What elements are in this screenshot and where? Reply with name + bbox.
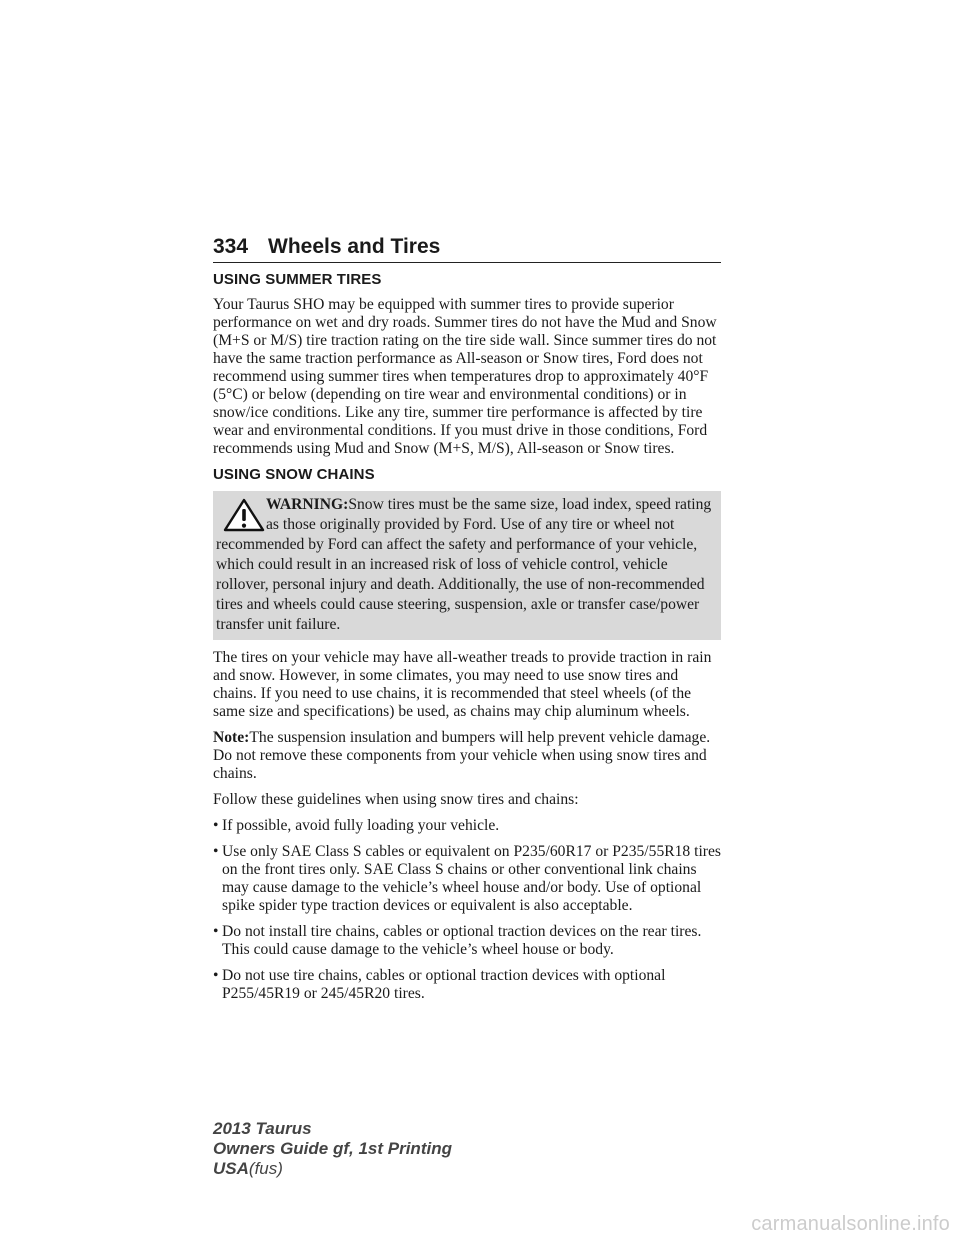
bullet-icon: • xyxy=(213,923,219,940)
warning-label: WARNING: xyxy=(266,496,349,513)
bullet-icon: • xyxy=(213,843,219,860)
watermark: carmanualsonline.info xyxy=(751,1213,950,1235)
note-paragraph xyxy=(213,729,721,783)
summer-tires-paragraph: Your Taurus SHO may be equipped with summer tires to provide superior performance on wet and dry roads. Summer tires do not have the Mud and Snow (M+S or M/S) tire traction rating on the tire side wall. Since summer tires do not have the same traction performance as All-season or Snow tires, Ford does not recommend using summer tires when temperatures drop to approximately 40°F (5°C) or below (depending on tire wear and environmental conditions) or in snow/ice conditions. Like any tire, summer tire performance is affected by tire wear and environmental conditions. If you must drive in those conditions, Ford recommends using Mud and Snow (M+S, M/S), All-season or Snow tires. xyxy=(213,296,717,457)
list-item-text: Do not install tire chains, cables or optional traction devices on the rear tires. This could cause damage to the vehicle’s wheel house or body. xyxy=(222,923,702,958)
warning-text: Snow tires must be the same size, load index, speed rating as those originally provided by Ford. Use of any tire or wheel not recommended by Ford can affect the safety and performance of your vehicle, which could result in an increased risk of loss of vehicle control, vehicle rollover, personal injury and death. Additionally, the use of non-recommended tires and wheels could cause steering, suspension, axle or transfer case/power transfer unit failure. xyxy=(216,496,712,633)
snow-chains-paragraph: The tires on your vehicle may have all-weather treads to provide traction in rain and snow. However, in some climates, you may need to use snow tires and chains. If you need to use chains, it is recommended that steel wheels (of the same size and specifications) be used, as chains may chip aluminum wheels. xyxy=(213,649,712,720)
list-item-text: Do not use tire chains, cables or optional traction devices with optional P255/45R19 or 245/45R20 tires. xyxy=(222,967,666,1002)
section-heading-snow-chains: USING SNOW CHAINS xyxy=(213,466,375,483)
footer-line-edition: Owners Guide gf, 1st Printing xyxy=(213,1139,452,1158)
list-item xyxy=(213,967,721,1003)
bullet-icon: • xyxy=(213,817,219,834)
bullet-icon: • xyxy=(213,967,219,984)
warning-triangle-icon xyxy=(222,497,266,533)
list-item xyxy=(213,923,721,959)
page-content xyxy=(213,271,721,1003)
manual-page xyxy=(213,228,721,1011)
footer-line-model: 2013 Taurus xyxy=(213,1119,312,1138)
chapter-title: Wheels and Tires xyxy=(268,235,441,258)
list-item-text: If possible, avoid fully loading your vehicle. xyxy=(222,817,500,834)
page-header xyxy=(213,228,721,263)
footer-region-code: (fus) xyxy=(248,1159,283,1178)
warning-box xyxy=(213,491,721,640)
list-item xyxy=(213,817,721,835)
section-heading-summer-tires: USING SUMMER TIRES xyxy=(213,271,382,288)
note-label: Note: xyxy=(213,729,250,746)
guidelines-intro: Follow these guidelines when using snow tires and chains: xyxy=(213,791,579,808)
page-footer xyxy=(213,1119,452,1179)
list-item-text: Use only SAE Class S cables or equivalent on P235/60R17 or P235/55R18 tires on the front tires only. SAE Class S chains or other conventional link chains may cause damage to the vehicle’s wheel house and/or body. Use of optional spike spider type traction devices or equivalent is also acceptable. xyxy=(222,843,721,914)
footer-country: USA xyxy=(213,1159,249,1178)
page-number: 334 xyxy=(213,235,249,258)
note-text: The suspension insulation and bumpers will help prevent vehicle damage. Do not remove these components from your vehicle when using snow tires and chains. xyxy=(213,729,711,782)
footer-line-market xyxy=(213,1159,452,1179)
list-item xyxy=(213,843,721,915)
guidelines-list xyxy=(213,817,721,1003)
